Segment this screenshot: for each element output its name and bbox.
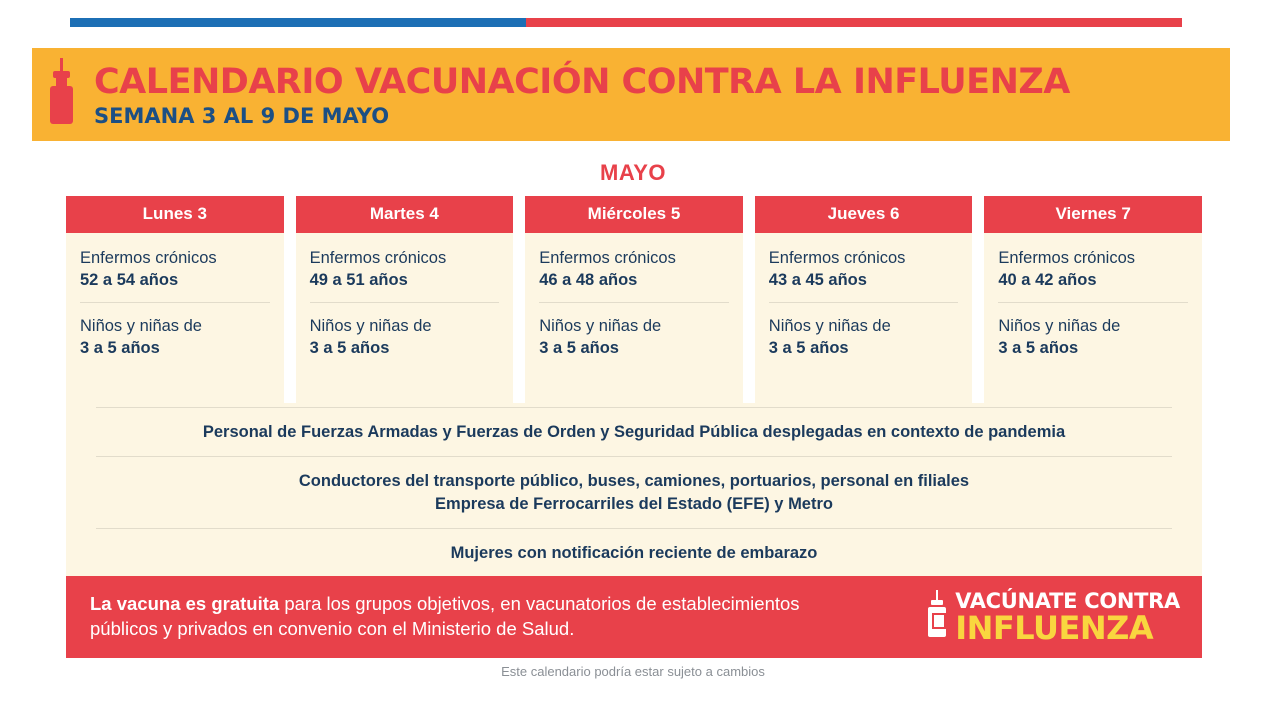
day-header: Miércoles 5 (525, 196, 743, 233)
day-entry (769, 302, 959, 370)
entry-label: Enfermos crónicos (80, 249, 217, 267)
disclaimer-text: Este calendario podría estar sujeto a cambios (501, 664, 765, 679)
entry-detail: 3 a 5 años (539, 338, 619, 357)
entry-detail: 3 a 5 años (309, 338, 390, 357)
entry-detail: 43 a 45 años (768, 271, 867, 290)
bar-segment-blue (70, 18, 526, 27)
tricolor-bar (70, 18, 1182, 27)
logo-line-1: VACÚNATE CONTRA (955, 588, 1180, 613)
bar-segment-red (526, 18, 1182, 27)
page-subtitle: SEMANA 3 AL 9 DE MAYO (94, 104, 390, 129)
day-column (525, 196, 743, 403)
day-header: Lunes 3 (66, 196, 284, 233)
day-entry (998, 302, 1188, 370)
notes-block (66, 403, 1202, 593)
entry-detail: 3 a 5 años (768, 338, 849, 357)
vaccine-vial-icon (32, 48, 94, 141)
day-column (66, 196, 284, 403)
days-row (66, 196, 1202, 403)
footer-highlight: La vacuna es gratuita (90, 593, 280, 615)
entry-label: Niños y niñas de (768, 316, 891, 335)
footer-banner (66, 576, 1202, 658)
day-entry (769, 247, 959, 302)
entry-label: Enfermos crónicos (768, 249, 906, 267)
calendar-note: Personal de Fuerzas Armadas y Fuerzas de Orden y Seguridad Pública desplegadas en contexto de pandemia (96, 407, 1172, 456)
campaign-logo (924, 588, 1202, 647)
logo-vial-icon (924, 590, 950, 644)
day-entry (80, 247, 270, 302)
entry-label: Enfermos crónicos (309, 249, 447, 267)
day-entry (310, 302, 500, 370)
day-body (296, 233, 514, 403)
day-entry (80, 302, 270, 370)
entry-label: Niños y niñas de (998, 316, 1121, 335)
day-header: Martes 4 (296, 196, 514, 233)
day-body (66, 233, 284, 403)
page-title: CALENDARIO VACUNACIÓN CONTRA LA INFLUENZA (94, 61, 1070, 102)
entry-label: Niños y niñas de (539, 316, 662, 335)
entry-detail: 40 a 42 años (998, 271, 1097, 290)
calendar-note: Mujeres con notificación reciente de embarazo (96, 528, 1172, 577)
entry-detail: 52 a 54 años (80, 271, 179, 290)
entry-label: Enfermos crónicos (998, 249, 1136, 267)
month-label: MAYO (600, 160, 666, 185)
day-entry (539, 302, 729, 370)
entry-label: Niños y niñas de (309, 316, 432, 335)
calendar-grid (66, 196, 1202, 593)
day-entry (539, 247, 729, 302)
poster-header (32, 48, 1230, 141)
day-header: Jueves 6 (755, 196, 973, 233)
entry-label: Enfermos crónicos (539, 249, 676, 267)
day-column (296, 196, 514, 403)
logo-line-2: INFLUENZA (955, 608, 1154, 647)
entry-label: Niños y niñas de (80, 316, 202, 335)
day-column (755, 196, 973, 403)
day-body (755, 233, 973, 403)
entry-detail: 3 a 5 años (998, 338, 1079, 357)
day-column (984, 196, 1202, 403)
footer-text (66, 592, 850, 642)
day-entry (310, 247, 500, 302)
day-body (984, 233, 1202, 403)
entry-detail: 46 a 48 años (539, 271, 638, 290)
day-body (525, 233, 743, 403)
calendar-note: Conductores del transporte público, buses, camiones, portuarios, personal en filiales Empresa de Ferrocarriles del Estado (EFE) y Metro (96, 456, 1172, 528)
entry-detail: 3 a 5 años (80, 338, 160, 357)
day-header: Viernes 7 (984, 196, 1202, 233)
footer-body: para los grupos objetivos, en vacunatorios de establecimientos públicos y privados en convenio con el Ministerio de Salud. (90, 593, 800, 639)
day-entry (998, 247, 1188, 302)
entry-detail: 49 a 51 años (309, 271, 408, 290)
